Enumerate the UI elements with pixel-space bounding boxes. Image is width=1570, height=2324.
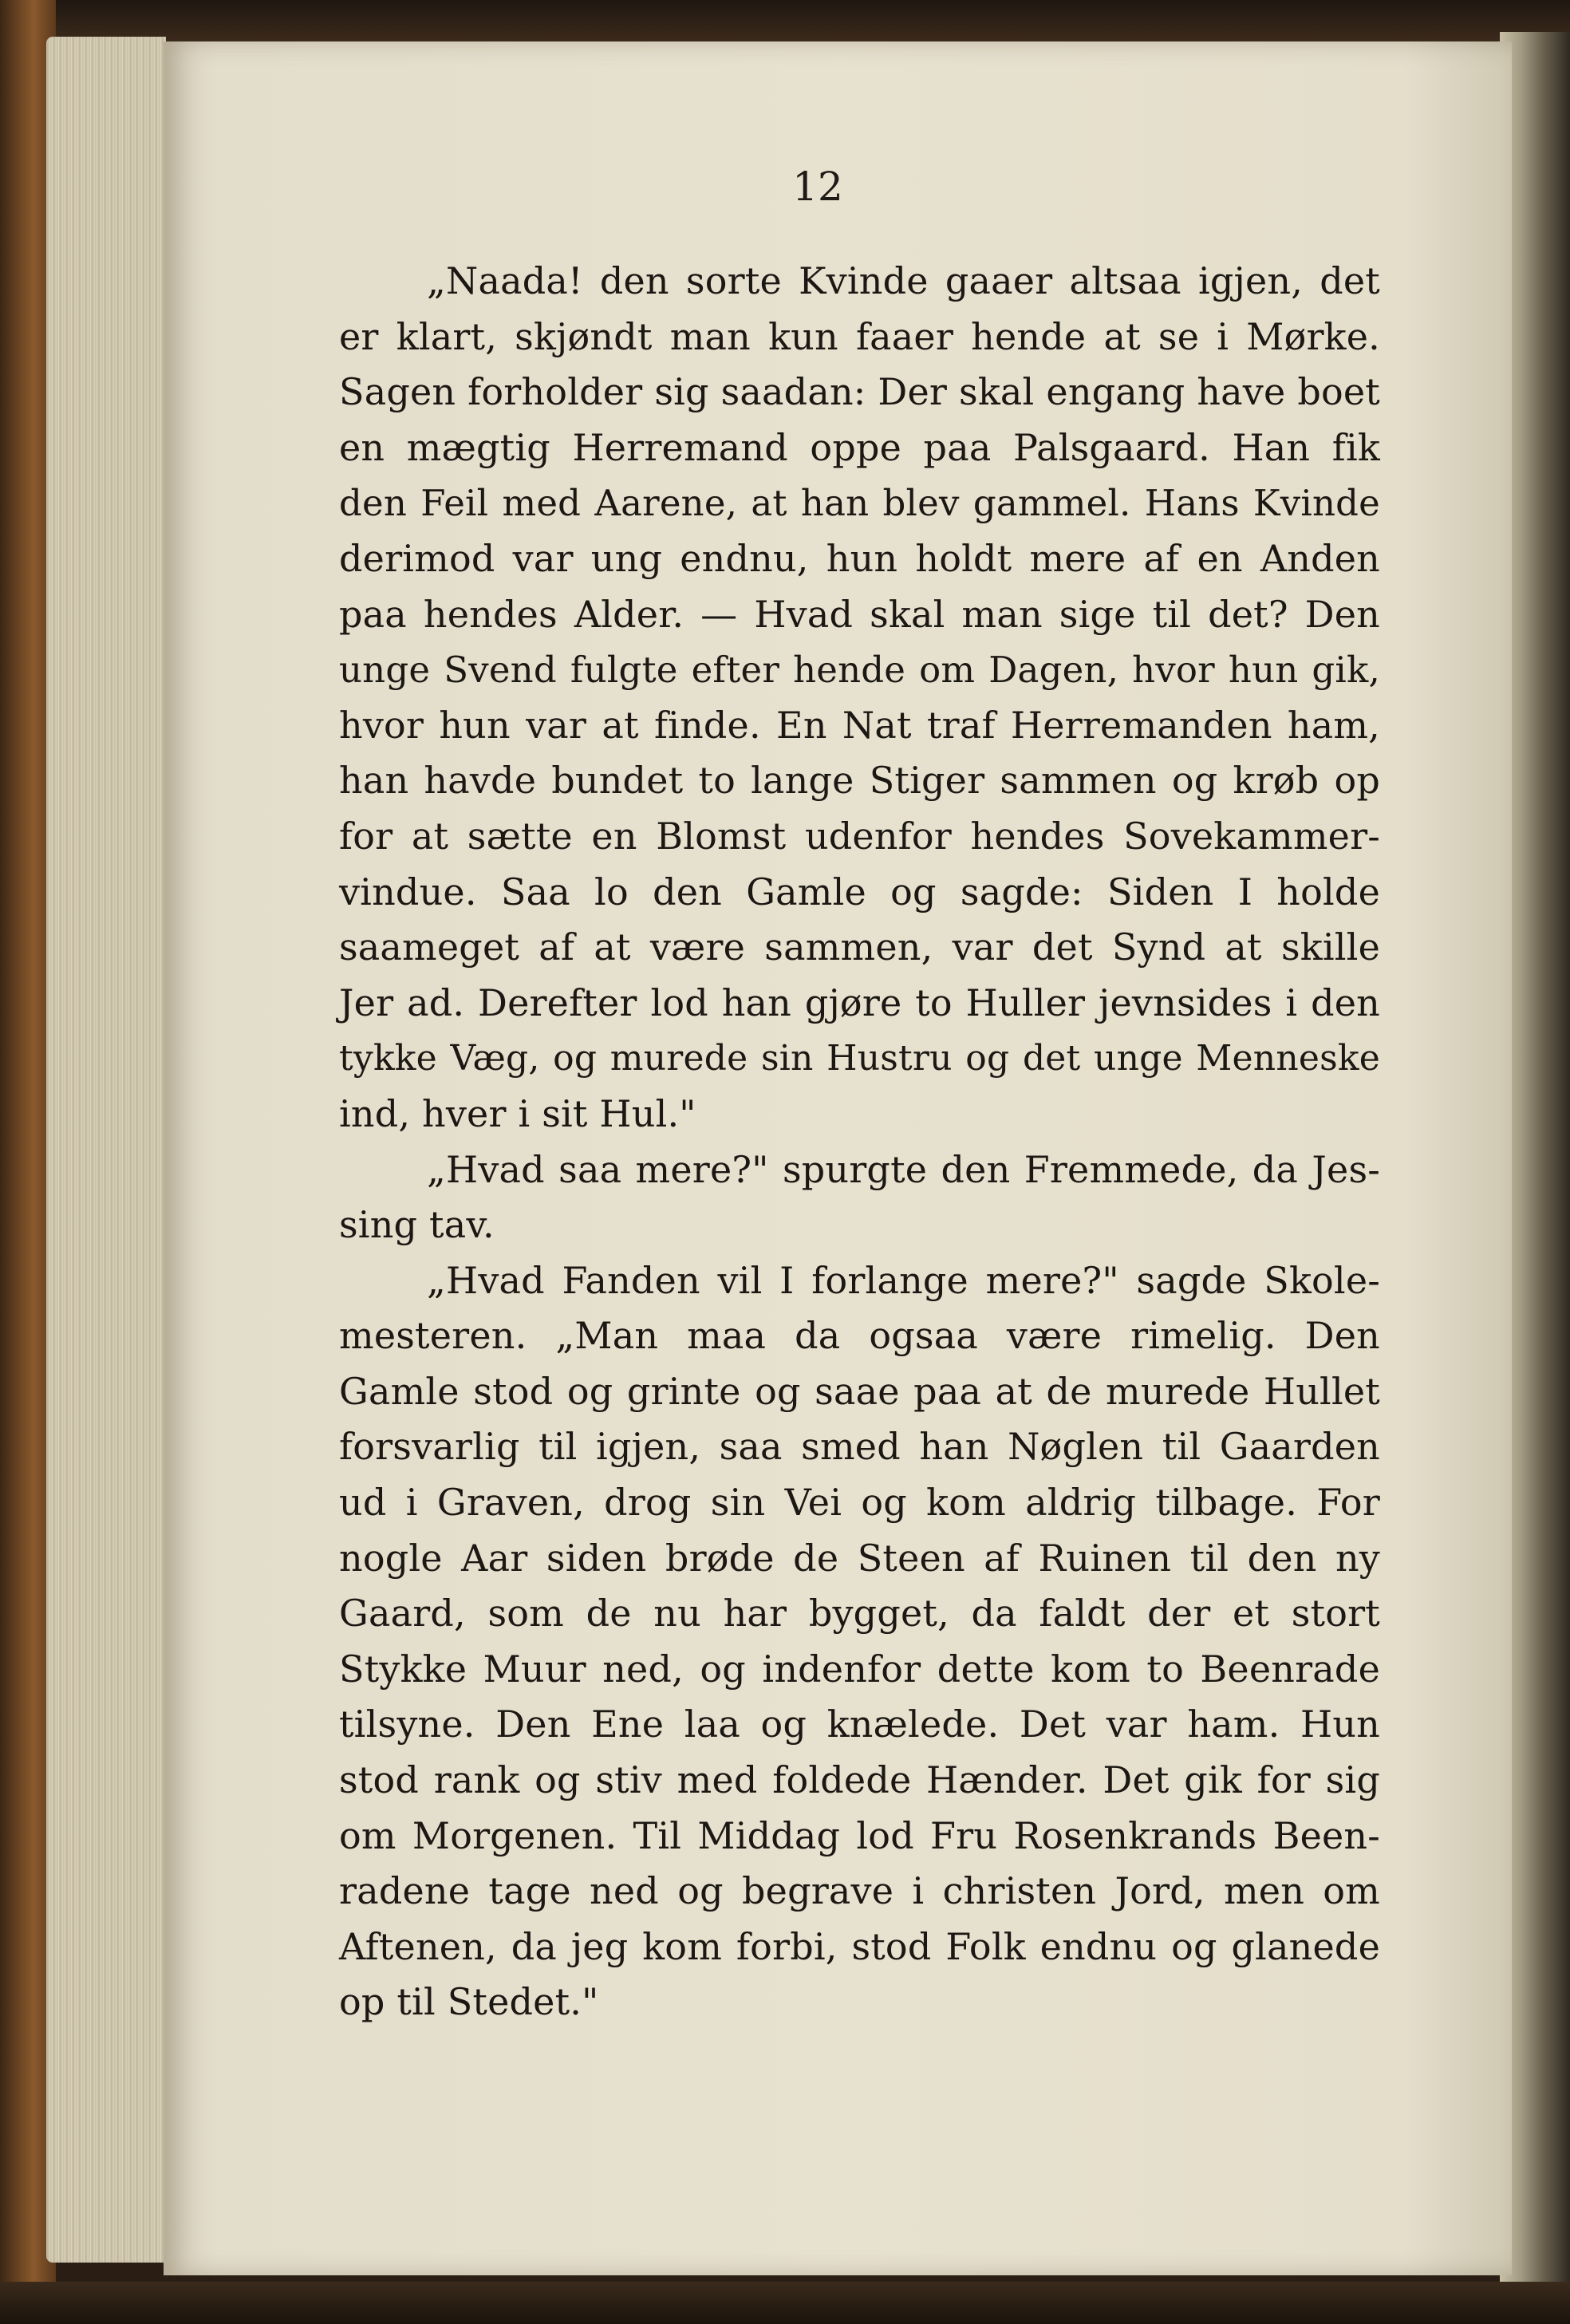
text-line: Aftenen, da jeg kom forbi, stod Folk endnu og glanede xyxy=(339,1924,1380,1968)
text-line: ud i Graven, drog sin Vei og kom aldrig tilbage. For xyxy=(339,1481,1380,1525)
page-number: 12 xyxy=(792,164,843,210)
text-line: nogle Aar siden brøde de Steen af Ruinen til den ny xyxy=(339,1536,1380,1580)
text-line: Stykke Muur ned, og indenfor dette kom to Beenrade xyxy=(339,1647,1380,1691)
text-line: Jer ad. Derefter lod han gjøre to Huller jevnsides i den xyxy=(339,980,1380,1024)
text-line: radene tage ned og begrave i christen Jord, men om xyxy=(339,1869,1380,1913)
text-line: paa hendes Alder. — Hvad skal man sige til det? Den xyxy=(339,592,1380,636)
text-line: op til Stedet." xyxy=(339,1980,599,2024)
text-line: han havde bundet to lange Stiger sammen og krøb op xyxy=(339,759,1380,803)
text-line: mesteren. „Man maa da ogsaa være rimelig. Den xyxy=(339,1314,1380,1358)
book-cover-top xyxy=(0,0,1570,41)
text-line: Gaard, som de nu har bygget, da faldt der et stort xyxy=(339,1592,1380,1635)
text-line: Gamle stod og grinte og saae paa at de murede Hullet xyxy=(339,1369,1380,1413)
text-line: er klart, skjøndt man kun faaer hende at se i Mørke. xyxy=(339,314,1380,358)
text-line: tilsyne. Den Ene laa og knælede. Det var ham. Hun xyxy=(339,1703,1380,1746)
text-line: hvor hun var at finde. En Nat traf Herremanden ham, xyxy=(339,703,1380,747)
page-edges xyxy=(46,37,166,2263)
book-cover-bottom xyxy=(0,2282,1570,2324)
text-line: Sagen forholder sig saadan: Der skal engang have boet xyxy=(339,370,1380,414)
text-line: derimod var ung endnu, hun holdt mere af en Anden xyxy=(339,536,1380,580)
text-line: for at sætte en Blomst udenfor hendes Sovekammer- xyxy=(339,814,1380,858)
text-line: tykke Væg, og murede sin Hustru og det unge Menneske xyxy=(339,1038,1380,1079)
text-line: saameget af at være sammen, var det Synd at skille xyxy=(339,925,1380,969)
text-line: stod rank og stiv med foldede Hænder. Det gik for sig xyxy=(339,1758,1380,1802)
text-line: sing tav. xyxy=(339,1203,495,1247)
body-text xyxy=(339,254,1380,2030)
text-line: en mægtig Herremand oppe paa Palsgaard. Han fik xyxy=(339,425,1380,469)
text-line: „Hvad saa mere?" spurgte den Fremmede, da Jes- xyxy=(427,1147,1380,1191)
text-line: forsvarlig til igjen, saa smed han Nøglen til Gaarden xyxy=(339,1425,1380,1469)
text-line: vindue. Saa lo den Gamle og sagde: Siden I holde xyxy=(339,870,1380,913)
text-line: den Feil med Aarene, at han blev gammel. Hans Kvinde xyxy=(339,482,1380,525)
text-line: om Morgenen. Til Middag lod Fru Rosenkrands Been- xyxy=(339,1813,1380,1857)
text-line: unge Svend fulgte efter hende om Dagen, hvor hun gik, xyxy=(339,649,1380,692)
text-line: „Hvad Fanden vil I forlange mere?" sagde Skole- xyxy=(427,1258,1380,1302)
text-line: „Naada! den sorte Kvinde gaaer altsaa igjen, det xyxy=(427,259,1380,302)
text-line: ind, hver i sit Hul." xyxy=(339,1091,696,1135)
